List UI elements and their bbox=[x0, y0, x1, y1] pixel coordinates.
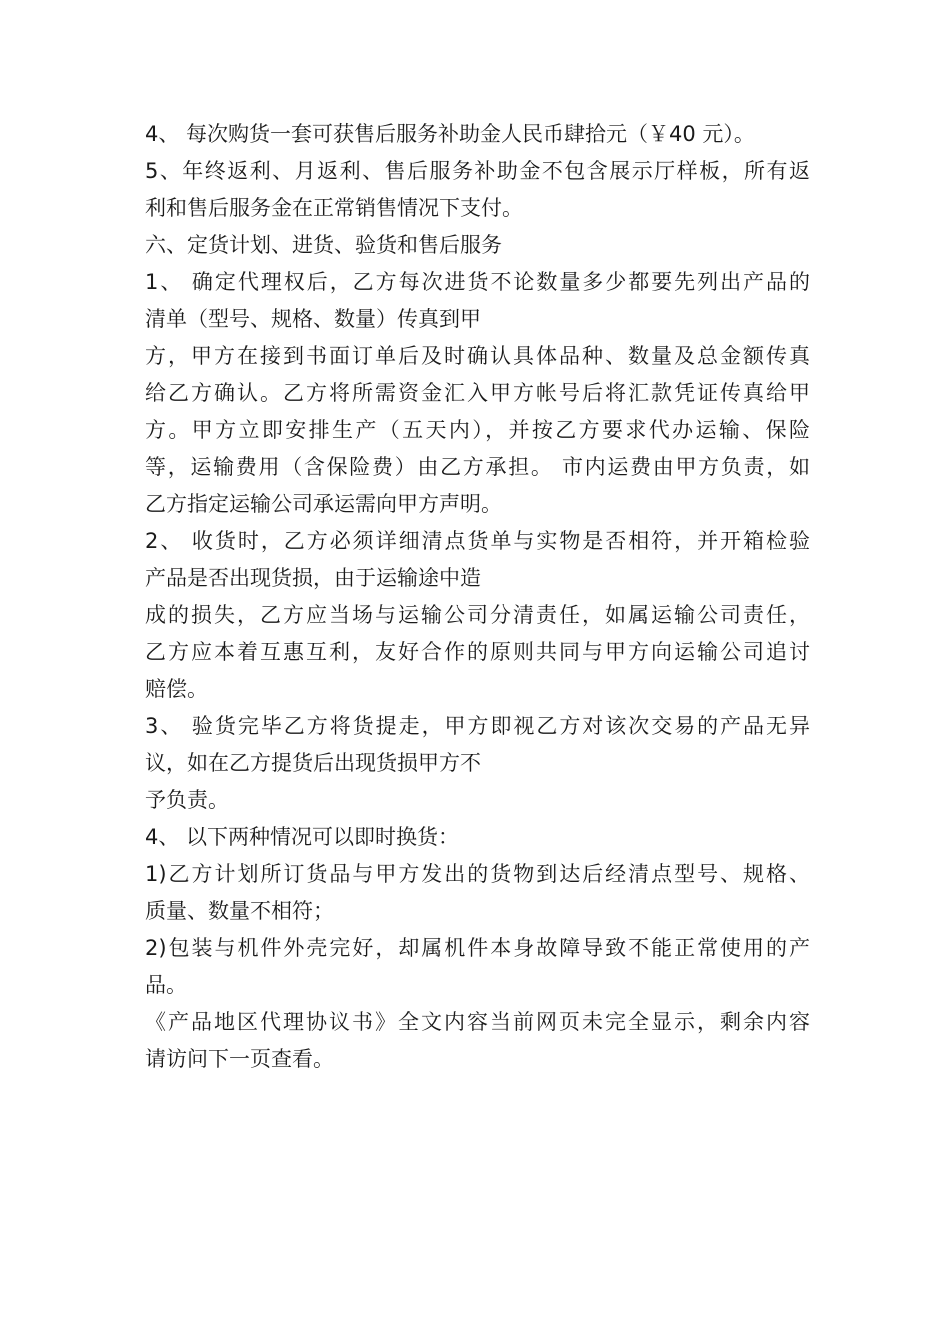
text-line: 2、 收货时，乙方必须详细清点货单与实物是否相符，并开箱检验 bbox=[145, 529, 810, 553]
text-line: 4、 每次购货一套可获售后服务补助金人民币肆拾元（￥40 元）。 bbox=[145, 122, 755, 146]
text-line: 予负责。 bbox=[145, 788, 229, 812]
text-line: 2)包装与机件外壳完好，却属机件本身故障导致不能正常使用的产 bbox=[145, 936, 810, 960]
text-line: 产品是否出现货损，由于运输途中造 bbox=[145, 566, 481, 590]
section-heading: 六、定货计划、进货、验货和售后服务 bbox=[145, 233, 502, 257]
text-line: 方，甲方在接到书面订单后及时确认具体品种、数量及总金额传真 bbox=[145, 344, 810, 368]
text-line: 方。甲方立即安排生产（五天内），并按乙方要求代办运输、保险 bbox=[145, 418, 810, 442]
text-line: 1)乙方计划所订货品与甲方发出的货物到达后经清点型号、规格、 bbox=[145, 862, 810, 886]
document-body bbox=[145, 116, 810, 1078]
text-line: 利和售后服务金在正常销售情况下支付。 bbox=[145, 196, 523, 220]
text-line: 3、 验货完毕乙方将货提走，甲方即视乙方对该次交易的产品无异 bbox=[145, 714, 810, 738]
text-line: 5、年终返利、月返利、售后服务补助金不包含展示厅样板，所有返 bbox=[145, 159, 810, 183]
text-line: 乙方指定运输公司承运需向甲方声明。 bbox=[145, 492, 502, 516]
text-line: 4、 以下两种情况可以即时换货： bbox=[145, 825, 460, 849]
continuation-notice: 《产品地区代理协议书》全文内容当前网页未完全显示，剩余内容 bbox=[145, 1010, 810, 1034]
text-line: 议，如在乙方提货后出现货损甲方不 bbox=[145, 751, 481, 775]
text-line: 乙方应本着互惠互利，友好合作的原则共同与甲方向运输公司追讨 bbox=[145, 640, 810, 664]
text-line: 成的损失，乙方应当场与运输公司分清责任，如属运输公司责任， bbox=[145, 603, 810, 627]
text-line: 1、 确定代理权后，乙方每次进货不论数量多少都要先列出产品的 bbox=[145, 270, 810, 294]
continuation-notice: 请访问下一页查看。 bbox=[145, 1047, 334, 1071]
text-line: 质量、数量不相符； bbox=[145, 899, 334, 923]
text-line: 清单（型号、规格、数量）传真到甲 bbox=[145, 307, 481, 331]
text-line: 给乙方确认。乙方将所需资金汇入甲方帐号后将汇款凭证传真给甲 bbox=[145, 381, 810, 405]
text-line: 品。 bbox=[145, 973, 187, 997]
text-line: 等，运输费用（含保险费）由乙方承担。 市内运费由甲方负责，如 bbox=[145, 455, 810, 479]
text-line: 赔偿。 bbox=[145, 677, 208, 701]
